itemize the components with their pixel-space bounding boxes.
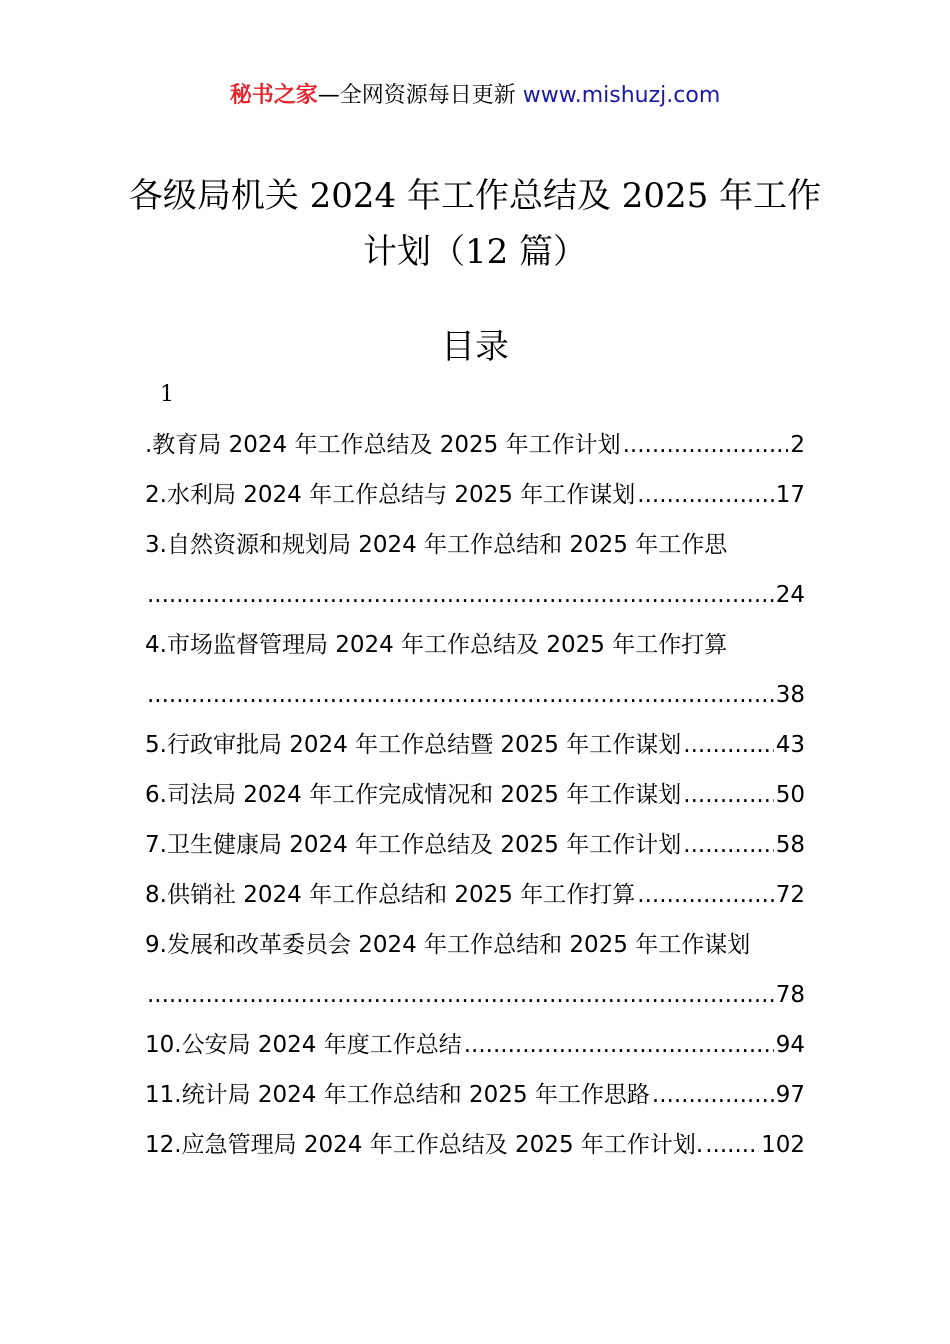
toc-entry[interactable] xyxy=(145,920,805,970)
toc-page-number: 72 xyxy=(775,882,805,908)
toc-dot-leader xyxy=(683,820,773,870)
brand-name: 秘书之家 xyxy=(229,83,318,108)
toc-entry[interactable] xyxy=(145,1020,805,1070)
toc-entry-title: 3.自然资源和规划局 2024 年工作总结和 2025 年工作思 xyxy=(145,532,728,558)
toc-page-number: 17 xyxy=(775,482,805,508)
toc-dot-leader xyxy=(637,870,773,920)
toc-entry[interactable] xyxy=(145,870,805,920)
document-title xyxy=(100,168,850,280)
toc-entry-title: .教育局 2024 年工作总结及 2025 年工作计划 xyxy=(145,432,621,458)
toc-entry[interactable] xyxy=(145,520,805,570)
toc-entry-title: 12.应急管理局 2024 年工作总结及 2025 年工作计划. xyxy=(145,1132,704,1158)
toc-heading: 目录 xyxy=(441,327,509,367)
header-tagline: —全网资源每日更新 xyxy=(317,83,516,108)
toc-dot-leader xyxy=(683,770,773,820)
site-header xyxy=(0,80,950,112)
toc-dot-leader xyxy=(147,670,774,720)
toc-page-number: 43 xyxy=(775,732,805,758)
title-line-2: 计划（12 篇） xyxy=(362,232,588,272)
toc-entry[interactable] xyxy=(145,970,805,1020)
toc-dot-leader xyxy=(464,1020,774,1070)
toc-dot-leader xyxy=(683,720,773,770)
toc-entry-title: 7.卫生健康局 2024 年工作总结及 2025 年工作计划 xyxy=(145,832,682,858)
toc-page-number: 24 xyxy=(775,582,805,608)
toc-page-number: 50 xyxy=(775,782,805,808)
toc-entry[interactable] xyxy=(145,770,805,820)
page-marker: 1 xyxy=(160,382,174,407)
title-line-1: 各级局机关 2024 年工作总结及 2025 年工作 xyxy=(128,176,822,216)
toc-dot-leader xyxy=(147,970,774,1020)
toc-entry[interactable] xyxy=(145,470,805,520)
toc-entry[interactable] xyxy=(145,570,805,620)
toc-page-number: 94 xyxy=(775,1032,805,1058)
toc-entry-title: 10.公安局 2024 年度工作总结 xyxy=(145,1032,462,1058)
toc-entry[interactable] xyxy=(145,820,805,870)
toc-entry-title: 9.发展和改革委员会 2024 年工作总结和 2025 年工作谋划 xyxy=(145,932,751,958)
toc-page-number: 38 xyxy=(775,682,805,708)
toc-page-number: 97 xyxy=(775,1082,805,1108)
toc-dot-leader xyxy=(623,420,789,470)
toc-dot-leader xyxy=(652,1070,774,1120)
toc-entry-title: 8.供销社 2024 年工作总结和 2025 年工作打算 xyxy=(145,882,636,908)
toc-page-number: 2 xyxy=(790,432,805,458)
toc-entry[interactable] xyxy=(145,670,805,720)
toc-dot-leader xyxy=(147,570,774,620)
site-link[interactable]: www.mishuzj.com xyxy=(522,83,721,108)
toc-entry-title: 6.司法局 2024 年工作完成情况和 2025 年工作谋划 xyxy=(145,782,682,808)
toc-entry[interactable] xyxy=(145,1070,805,1120)
toc-entry-title: 4.市场监督管理局 2024 年工作总结及 2025 年工作打算 xyxy=(145,632,728,658)
toc-entry-title: 2.水利局 2024 年工作总结与 2025 年工作谋划 xyxy=(145,482,636,508)
table-of-contents xyxy=(145,420,805,1170)
toc-page-number: 102 xyxy=(761,1132,805,1158)
toc-entry-title: 5.行政审批局 2024 年工作总结暨 2025 年工作谋划 xyxy=(145,732,682,758)
toc-entry-title: 11.统计局 2024 年工作总结和 2025 年工作思路 xyxy=(145,1082,650,1108)
toc-entry[interactable] xyxy=(145,1120,805,1170)
toc-entry[interactable] xyxy=(145,420,805,470)
toc-page-number: 78 xyxy=(775,982,805,1008)
toc-dot-leader xyxy=(637,470,773,520)
toc-page-number: 58 xyxy=(775,832,805,858)
toc-entry[interactable] xyxy=(145,620,805,670)
toc-dot-leader xyxy=(705,1120,759,1170)
toc-entry[interactable] xyxy=(145,720,805,770)
